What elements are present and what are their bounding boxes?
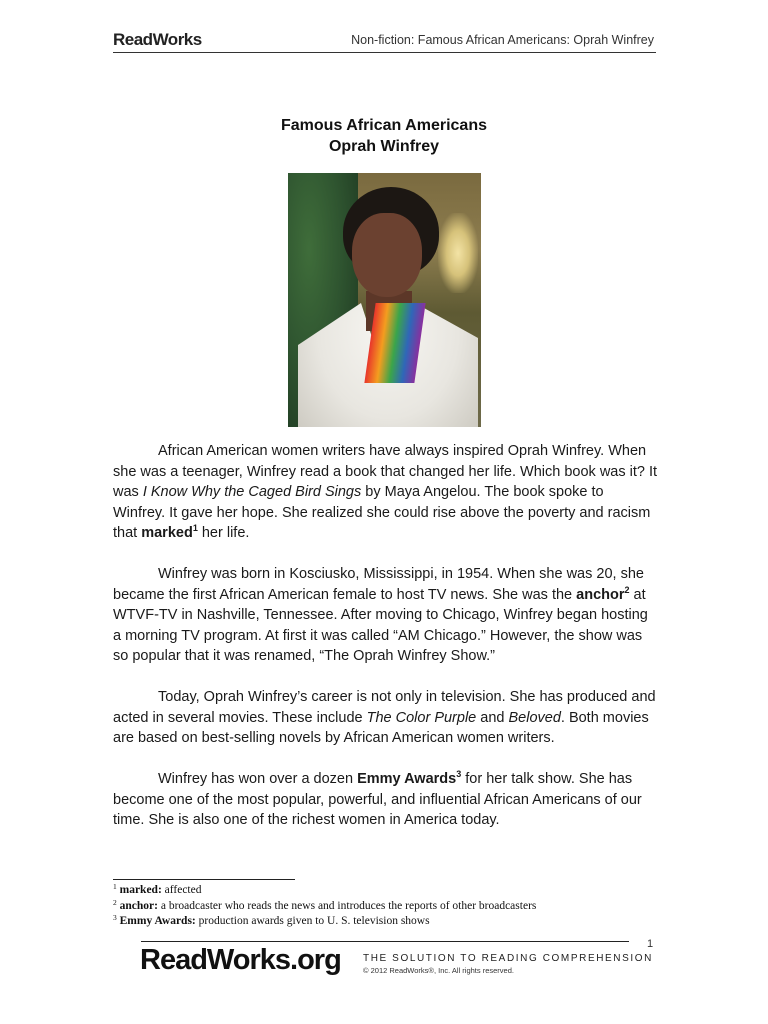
photo-face [352, 213, 422, 297]
vocab-anchor: anchor [576, 586, 625, 603]
footnote-ref-3: 3 [456, 769, 462, 779]
article-title [0, 115, 768, 157]
paragraph-1: African American women writers have always inspired Oprah Winfrey. When she was a teenager, Winfrey read a book that changed her life. Which book was it? It was I Know Why the Caged Bird Sings by Maya Angelou. The book spoke to Winfrey. It gave her hope. She realized she could rise above the poverty and racism that marked$^1$ her life. [113, 443, 658, 541]
footnote-3: $^3$ Emmy Awards: production awards given to U. S. television shows [113, 913, 430, 927]
oprah-winfrey-photo [288, 173, 481, 427]
photo-light [438, 213, 478, 293]
footer-divider [141, 941, 629, 942]
footnote-ref-2: 2 [624, 584, 630, 595]
page-number: 1 [647, 938, 654, 950]
header-category: Non-fiction: Famous African Americans: Oprah Winfrey [351, 33, 654, 47]
readworks-org-logo: ReadWorks.org [140, 944, 341, 976]
paragraph-2: Winfrey was born in Kosciusko, Mississippi, in 1954. When she was 20, she became the first African American female to host TV news. She was the anchor$^2$ at WTVF-TV in Nashville, Tennessee. After moving to Chicago, Winfrey began hosting a morning TV program. At first it was called “AM Chicago.” However, the show was so popular that it was renamed, “The Oprah Winfrey Show.” [113, 566, 648, 664]
footnote-ref-1: 1 [192, 523, 198, 533]
footer-copyright: © 2012 ReadWorks®, Inc. All rights reserved. [363, 966, 514, 975]
paragraph-4: Winfrey has won over a dozen Emmy Awards$^3$ for her talk show. She has become one of the most popular, powerful, and influential African Americans of our time. She is also one of the richest women in America today. [113, 769, 642, 828]
paragraph-3: Today, Oprah Winfrey’s career is not only in television. She has produced and acted in several movies. These include The Color Purple and Beloved. Both movies are based on best-selling novels by African American women writers. [113, 689, 656, 746]
vocab-emmy-awards: Emmy Awards [357, 771, 457, 787]
article-body [113, 441, 658, 851]
footnotes [113, 883, 658, 930]
title-line-1: Famous African Americans [281, 117, 487, 134]
readworks-logo: ReadWorks [113, 30, 202, 49]
movie-title-color-purple: The Color Purple [366, 709, 477, 726]
movie-title-beloved: Beloved [508, 709, 561, 726]
vocab-marked: marked [141, 525, 193, 541]
footnote-2: $^2$ anchor: a broadcaster who reads the news and introduces the reports of other broadcasters [113, 897, 537, 912]
footnote-divider [113, 879, 295, 880]
book-title: I Know Why the Caged Bird Sings [142, 484, 362, 500]
page-header [113, 30, 656, 53]
footnote-1: $^1$ marked: affected [113, 882, 202, 896]
footer-tagline: THE SOLUTION TO READING COMPREHENSION [363, 953, 653, 964]
title-line-2: Oprah Winfrey [328, 138, 440, 155]
